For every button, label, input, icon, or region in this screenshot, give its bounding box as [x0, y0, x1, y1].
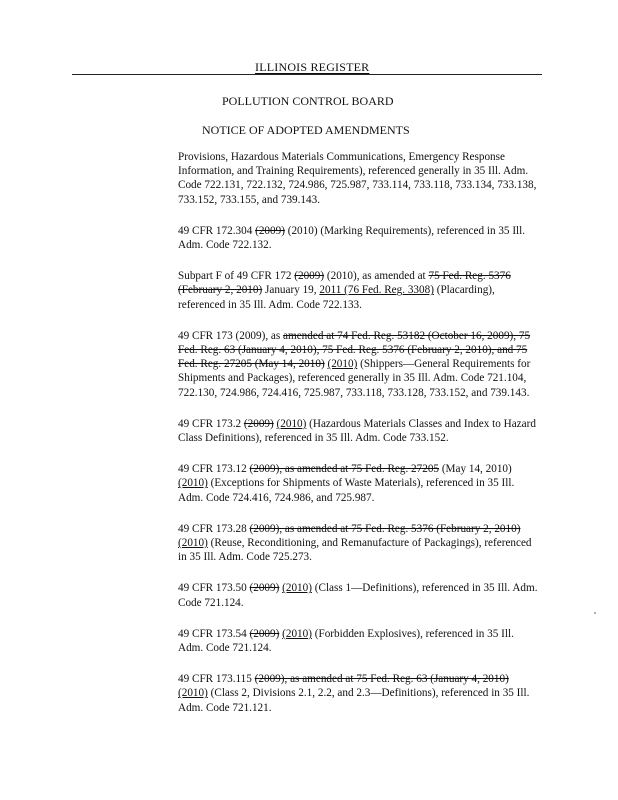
inserted-text: (2010)	[178, 477, 208, 490]
text-segment: 49 CFR 173.115	[178, 673, 255, 686]
deleted-text: (2009), as amended at 75 Fed. Reg. 5376 (February 2, 2010)	[249, 522, 521, 535]
deleted-text: 75 Fed. Reg. 5376 (February 2, 2010)	[178, 270, 511, 297]
text-segment: (Class 1—Definitions), referenced in 35 Ill. Adm. Code 721.124.	[178, 582, 538, 609]
header-rule	[72, 74, 542, 75]
text-segment: (Forbidden Explosives), referenced in 35 Ill. Adm. Code 721.124.	[178, 627, 514, 655]
inserted-text: 2011 (76 Fed. Reg. 3308)	[319, 284, 434, 297]
inserted-text: (2010)	[327, 358, 358, 371]
reference-paragraph	[178, 462, 540, 505]
text-segment: Provisions, Hazardous Materials Communications, Emergency Response Information, and Training Requirements), referenced generally in 35 Ill. Adm. Code 722.131, 722.132, 724.986, 725.987, 733.114, 733.118, 733.134, 733.138, 733.152, 733.155, and 739.143.	[178, 151, 537, 206]
reference-paragraph	[178, 269, 540, 312]
text-segment: 49 CFR 172.304	[178, 224, 256, 237]
text-segment: (Reuse, Reconditioning, and Remanufacture of Packagings), referenced in 35 Ill. Adm. Code 725.273.	[178, 537, 532, 564]
deleted-text: (2009)	[294, 270, 325, 283]
inserted-text: (2010)	[178, 687, 208, 700]
text-segment: (Placarding), referenced in 35 Ill. Adm. Code 722.133.	[178, 284, 495, 311]
text-segment: (Shippers—General Requirements for Shipments and Packages), referenced generally in 35 Ill. Adm. Code 721.104, 722.130, 724.986, 724.416, 725.987, 733.118, 733.128, 733.152, and 739.143.	[178, 358, 531, 399]
text-segment: (Hazardous Materials Classes and Index to Hazard Class Definitions), referenced in 35 Ill. Adm. Code 733.152.	[178, 417, 536, 445]
reference-paragraph	[178, 672, 540, 715]
document-body	[178, 150, 540, 732]
text-segment: 49 CFR 173.50	[178, 582, 250, 595]
text-segment: (Exceptions for Shipments of Waste Materials), referenced in 35 Ill. Adm. Code 724.416, 724.986, and 725.987.	[178, 477, 515, 504]
deleted-text: (2009)	[243, 417, 274, 430]
text-segment: 49 CFR 173.28	[178, 522, 250, 535]
inserted-text: (2010)	[276, 417, 307, 430]
reference-paragraph	[178, 329, 540, 400]
notice-title: NOTICE OF ADOPTED AMENDMENTS	[202, 123, 410, 137]
text-segment: 49 CFR 173.2	[178, 417, 244, 430]
scan-speck	[594, 612, 596, 614]
deleted-text: amended at 74 Fed. Reg. 53182 (October 16, 2009), 75 Fed. Reg. 63 (January 4, 2010), 75 Fed. Reg. 5376 (February 2, 2010), and 75 Fed. Reg. 27205 (May 14, 2010)	[178, 329, 531, 371]
reference-paragraph	[178, 522, 540, 565]
reference-paragraph	[178, 581, 540, 609]
deleted-text: (2009)	[249, 627, 280, 640]
text-segment: 49 CFR 173.54	[178, 627, 250, 640]
text-segment: 49 CFR 173 (2009), as	[178, 329, 284, 342]
text-segment: (2010), as amended at	[324, 270, 429, 283]
text-segment: Subpart F of 49 CFR 172	[178, 270, 295, 283]
deleted-text: (2009), as amended at 75 Fed. Reg. 27205	[249, 463, 440, 476]
deleted-text: (2009)	[249, 582, 280, 595]
reference-paragraph	[178, 417, 540, 445]
deleted-text: (2009)	[255, 224, 285, 237]
text-segment: (Class 2, Divisions 2.1, 2.2, and 2.3—Definitions), referenced in 35 Ill. Adm. Code 721.121.	[178, 687, 530, 714]
text-segment: January 19,	[262, 284, 320, 297]
board-name: POLLUTION CONTROL BOARD	[222, 94, 394, 108]
deleted-text: (2009), as amended at 75 Fed. Reg. 63 (January 4, 2010)	[254, 673, 509, 686]
reference-paragraph	[178, 224, 540, 252]
reference-paragraph	[178, 627, 540, 655]
text-segment: (May 14, 2010)	[439, 463, 512, 476]
inserted-text: (2010)	[178, 537, 208, 550]
register-title: ILLINOIS REGISTER	[255, 60, 370, 74]
text-segment: (2010) (Marking Requirements), referenced in 35 Ill. Adm. Code 722.132.	[178, 224, 526, 252]
inserted-text: (2010)	[282, 627, 312, 640]
text-segment: 49 CFR 173.12	[178, 463, 250, 476]
reference-paragraph	[178, 150, 540, 207]
inserted-text: (2010)	[282, 582, 312, 595]
